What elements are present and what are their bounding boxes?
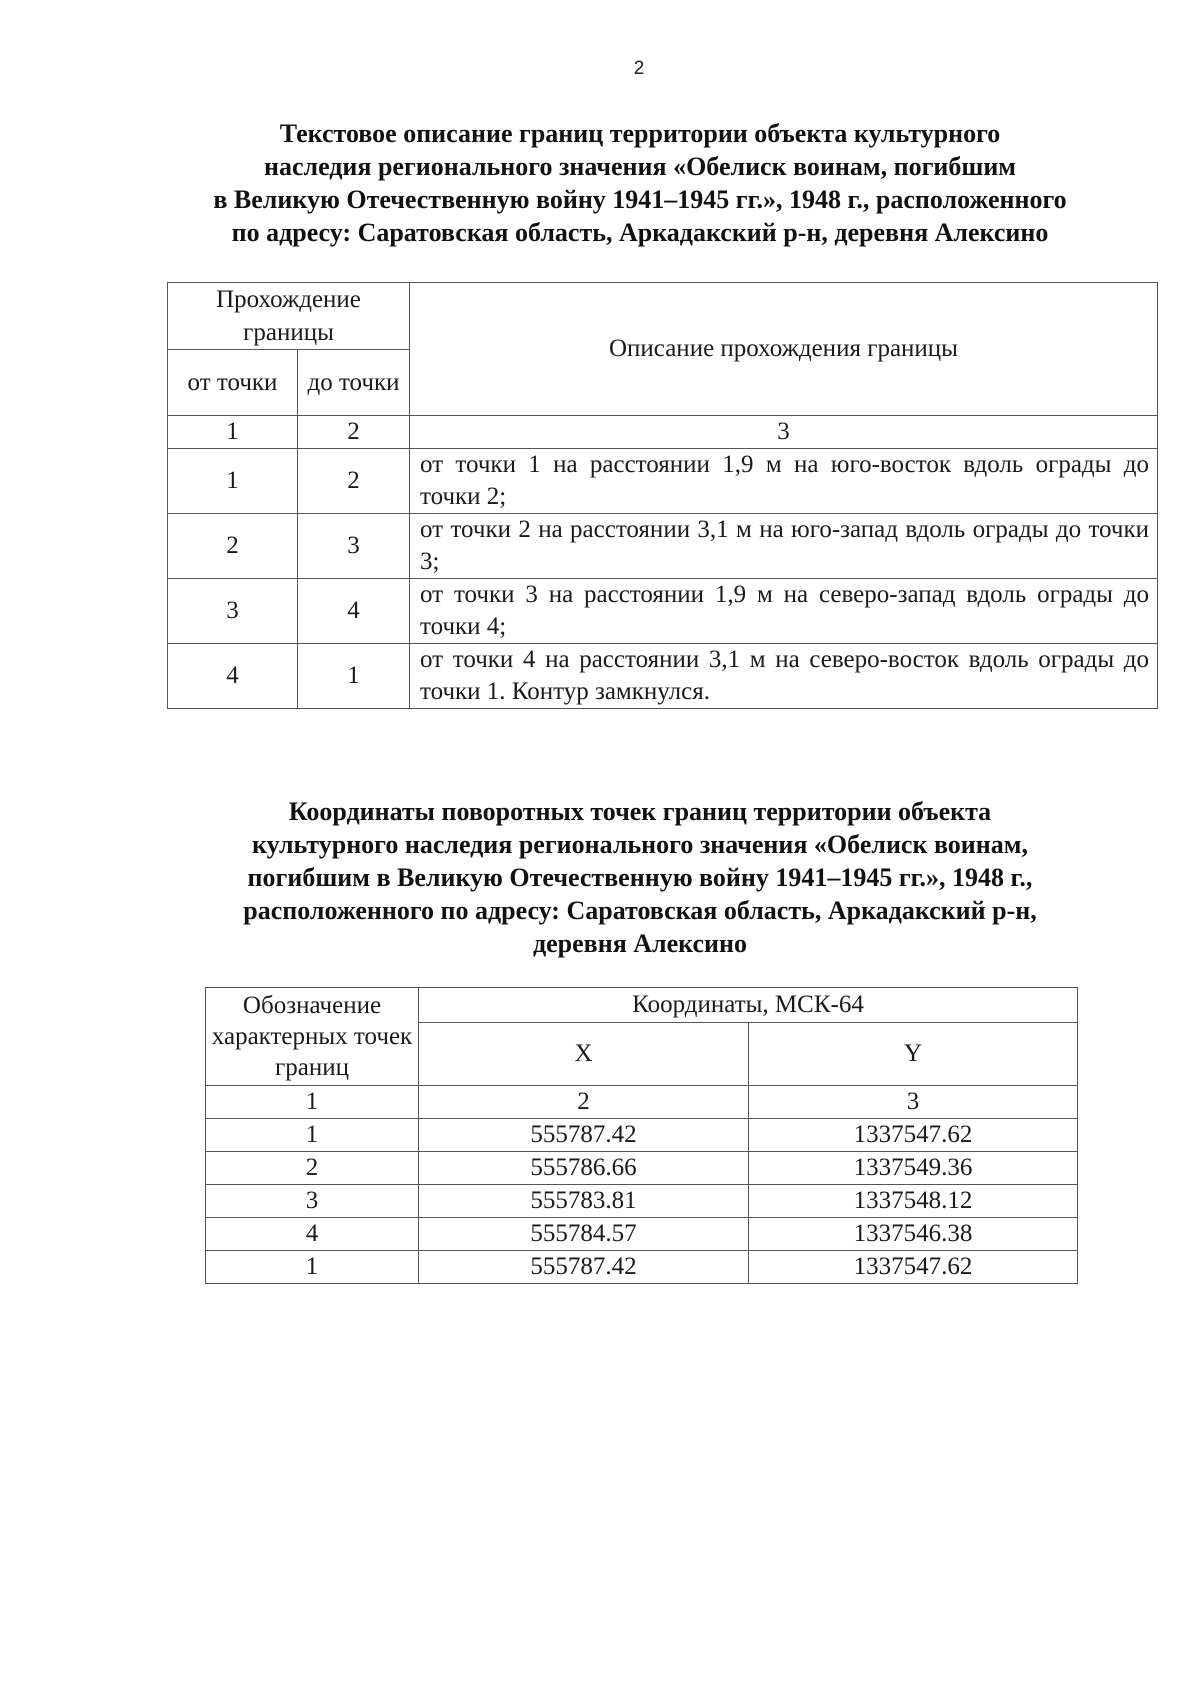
y-header: Y: [749, 1023, 1078, 1086]
table-row: [168, 514, 1158, 579]
boundary-description-heading: [150, 117, 1130, 249]
from-point: 2: [168, 514, 298, 579]
table-row: [206, 1119, 1078, 1152]
y-coordinate: 1337547.62: [749, 1251, 1078, 1284]
boundary-description-table: [167, 282, 1158, 709]
y-coordinate: 1337549.36: [749, 1152, 1078, 1185]
column-number: 2: [419, 1086, 749, 1119]
heading-line: расположенного по адресу: Саратовская область, Аркадакский р-н,: [243, 896, 1037, 925]
point-number: 3: [206, 1185, 419, 1218]
passage-header: Прохождение границы: [168, 283, 410, 350]
column-number: 3: [410, 416, 1158, 449]
from-point: 4: [168, 644, 298, 709]
from-point-header: от точки: [168, 350, 298, 416]
table-row: [206, 1152, 1078, 1185]
segment-description: от точки 2 на расстоянии 3,1 м на юго-запад вдоль ограды до точки 3;: [410, 514, 1158, 579]
table-row: [206, 1185, 1078, 1218]
x-coordinate: 555784.57: [419, 1218, 749, 1251]
table-row: [206, 1251, 1078, 1284]
coordinates-heading: [150, 795, 1130, 960]
column-numbering-row: [168, 416, 1158, 449]
y-coordinate: 1337547.62: [749, 1119, 1078, 1152]
heading-line: по адресу: Саратовская область, Аркадакский р-н, деревня Алексино: [231, 218, 1049, 247]
heading-line: погибшим в Великую Отечественную войну 1941–1945 гг.», 1948 г.,: [247, 863, 1033, 892]
point-number: 2: [206, 1152, 419, 1185]
column-number: 1: [206, 1086, 419, 1119]
heading-line: Текстовое описание границ территории объекта культурного: [279, 119, 1001, 148]
table-header-row: [206, 988, 1078, 1023]
column-number: 3: [749, 1086, 1078, 1119]
table-header-row: [168, 283, 1158, 350]
coordinates-table: [205, 987, 1078, 1284]
table-row: [168, 449, 1158, 514]
segment-description: от точки 3 на расстоянии 1,9 м на северо-запад вдоль ограды до точки 4;: [410, 579, 1158, 644]
to-point-header: до точки: [298, 350, 410, 416]
heading-line: Координаты поворотных точек границ территории объекта: [288, 797, 992, 826]
y-coordinate: 1337546.38: [749, 1218, 1078, 1251]
point-designation-header: Обозначение характерных точек границ: [206, 988, 419, 1086]
heading-line: деревня Алексино: [532, 929, 748, 958]
x-coordinate: 555786.66: [419, 1152, 749, 1185]
heading-line: культурного наследия регионального значения «Обелиск воинам,: [252, 830, 1028, 859]
point-number: 1: [206, 1119, 419, 1152]
to-point: 1: [298, 644, 410, 709]
column-number: 1: [168, 416, 298, 449]
segment-description: от точки 1 на расстоянии 1,9 м на юго-восток вдоль ограды до точки 2;: [410, 449, 1158, 514]
point-number: 1: [206, 1251, 419, 1284]
x-coordinate: 555787.42: [419, 1119, 749, 1152]
column-numbering-row: [206, 1086, 1078, 1119]
page-number: 2: [633, 58, 645, 79]
to-point: 4: [298, 579, 410, 644]
from-point: 3: [168, 579, 298, 644]
point-number: 4: [206, 1218, 419, 1251]
x-coordinate: 555783.81: [419, 1185, 749, 1218]
segment-description: от точки 4 на расстоянии 3,1 м на северо-восток вдоль ограды до точки 1. Контур замкнулся.: [410, 644, 1158, 709]
y-coordinate: 1337548.12: [749, 1185, 1078, 1218]
table-row: [168, 644, 1158, 709]
heading-line: в Великую Отечественную войну 1941–1945 гг.», 1948 г., расположенного: [213, 185, 1067, 214]
to-point: 2: [298, 449, 410, 514]
heading-line: наследия регионального значения «Обелиск воинам, погибшим: [263, 152, 1017, 181]
table-row: [206, 1218, 1078, 1251]
x-header: X: [419, 1023, 749, 1086]
from-point: 1: [168, 449, 298, 514]
coordinate-system-header: Координаты, МСК-64: [419, 988, 1078, 1023]
x-coordinate: 555787.42: [419, 1251, 749, 1284]
column-number: 2: [298, 416, 410, 449]
description-header: Описание прохождения границы: [410, 283, 1158, 416]
to-point: 3: [298, 514, 410, 579]
table-row: [168, 579, 1158, 644]
